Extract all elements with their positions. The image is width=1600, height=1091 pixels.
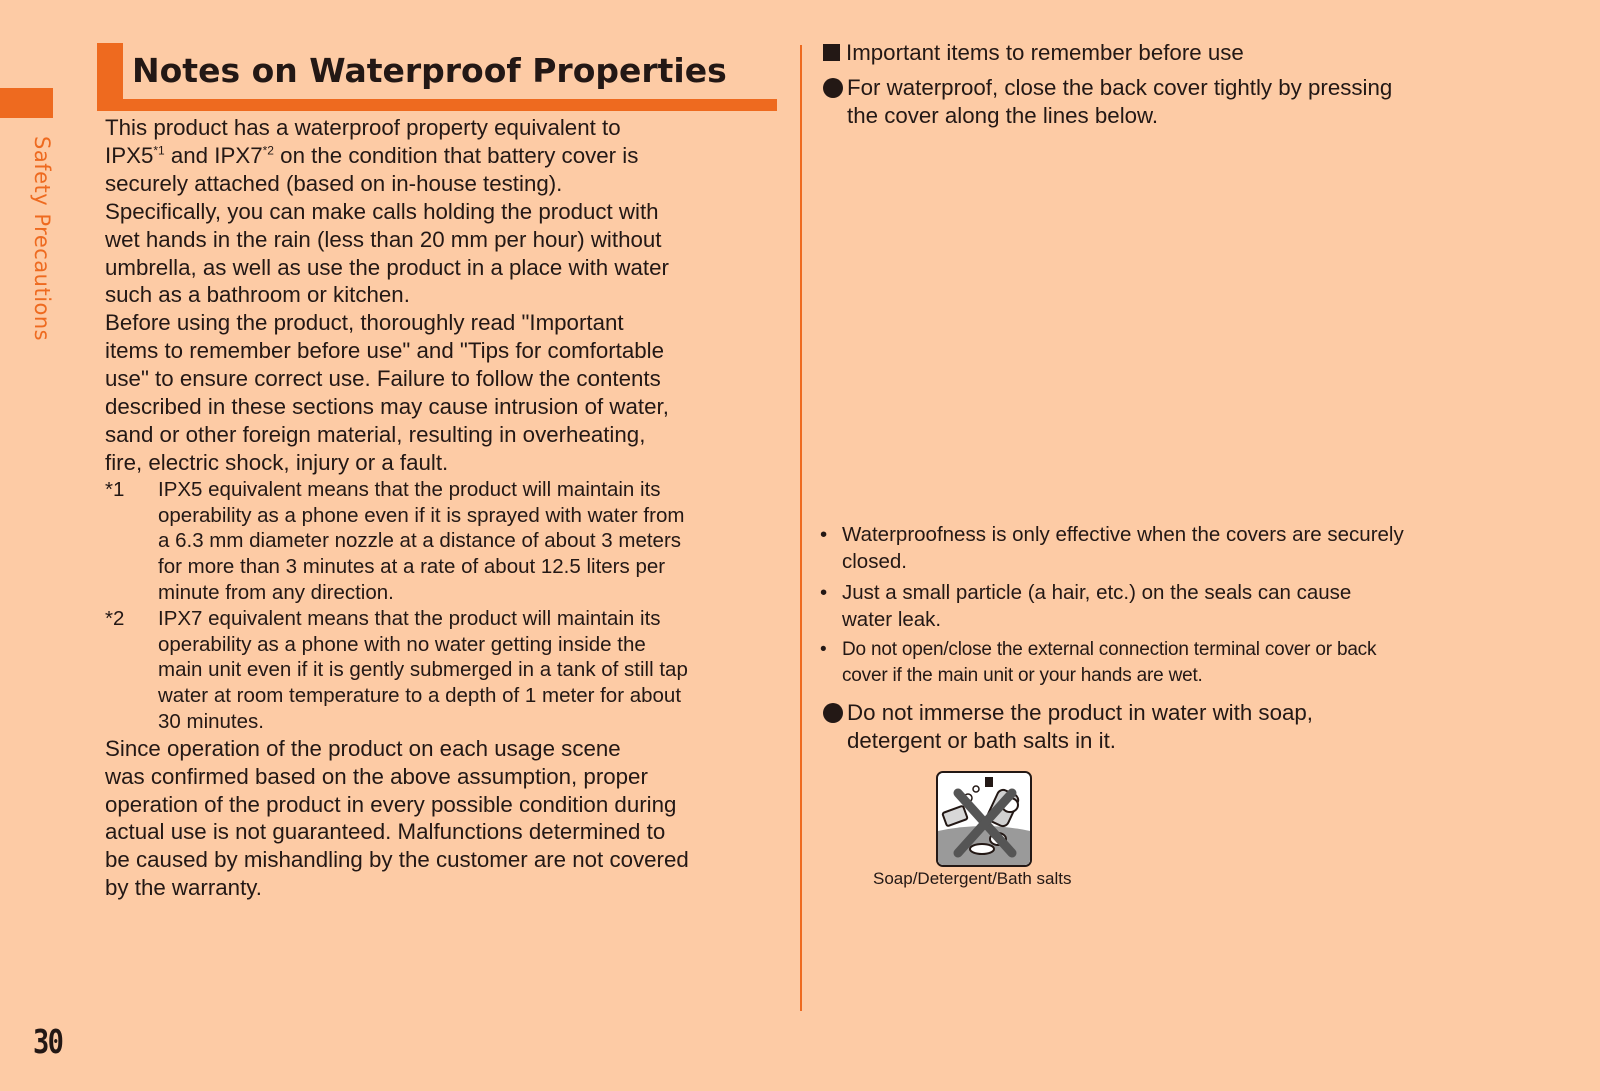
sub-bullet-list bbox=[820, 521, 1520, 689]
bullet-text: Do not immerse the product in water with soap, detergent or bath salts in it. bbox=[847, 700, 1313, 753]
sub-bullet-item bbox=[820, 521, 1520, 575]
warranty-paragraph: Since operation of the product on each usage scene was confirmed based on the above assumption, proper operation of the product in every possible condition during actual use is not guaranteed. Malfunctions determined to be caused by mishandling by the customer are not covered by the warranty. bbox=[105, 735, 689, 901]
sub-bullet-item bbox=[820, 579, 1520, 633]
sub-bullet-text: Just a small particle (a hair, etc.) on the seals can cause water leak. bbox=[842, 581, 1352, 631]
prohibition-pictogram bbox=[938, 773, 1030, 865]
sub-bullet-mark: • bbox=[820, 639, 827, 660]
section-heading-text: Important items to remember before use bbox=[846, 40, 1244, 65]
column-divider bbox=[800, 45, 802, 1011]
footnote bbox=[105, 606, 795, 735]
sub-bullet-item bbox=[820, 637, 1520, 689]
section-heading bbox=[823, 40, 1244, 66]
footnote-mark: *1 bbox=[105, 477, 125, 501]
sub-bullet-text: Do not open/close the external connection terminal cover or back cover if the main unit or your hands are wet. bbox=[842, 639, 1377, 686]
footnote-mark: *2 bbox=[105, 606, 125, 630]
intro-paragraph bbox=[105, 114, 795, 477]
sub-bullet-mark: • bbox=[820, 581, 828, 604]
footnote-text: IPX7 equivalent means that the product will maintain its operability as a phone with no water getting inside the main unit even if it is gently submerged in a tank of still tap water at room temperature to a depth of 1 meter for about 30 minutes. bbox=[158, 606, 688, 733]
heading-block bbox=[97, 43, 777, 111]
no-soap-detergent-bath-salts-icon bbox=[936, 771, 1032, 867]
square-bullet-icon bbox=[823, 44, 840, 61]
footnote-ref-2: *2 bbox=[262, 143, 274, 158]
intro-text-c: on the condition that battery cover is securely attached (based on in-house testing). Specifically, you can make calls holding the product with wet hands in the rain (less than 20 mm per hour) without umbrella, as well as use the product in a place with water such as a bathroom or kitchen. Before using the product, thoroughly read "Important items to remember before use" and "Tips for comfortable use" to ensure correct use. Failure to follow the contents described in these sections may cause intrusion of water, sand or other foreign material, resulting in overheating, fire, electric shock, injury or a fault. bbox=[105, 142, 669, 475]
sub-bullet-text: Waterproofness is only effective when the covers are securely closed. bbox=[842, 523, 1404, 573]
footnote bbox=[105, 477, 795, 606]
footnote-ref-1: *1 bbox=[153, 143, 165, 158]
bullet-dot-icon bbox=[823, 703, 843, 723]
intro-text-b: and IPX7 bbox=[164, 142, 263, 168]
page-number: 30 bbox=[33, 1022, 63, 1061]
bullet-dot-icon bbox=[823, 78, 843, 98]
section-tab-marker bbox=[0, 88, 53, 118]
bullet-text: For waterproof, close the back cover tightly by pressing the cover along the lines below. bbox=[847, 75, 1393, 128]
bullet-item bbox=[823, 699, 1313, 755]
footnote-text: IPX5 equivalent means that the product will maintain its operability as a phone even if it is sprayed with water from a 6.3 mm diameter nozzle at a distance of about 3 meters for more than 3 minutes at a rate of about 12.5 liters per minute from any direction. bbox=[158, 477, 685, 604]
sub-bullet-mark: • bbox=[820, 523, 828, 546]
page-title: Notes on Waterproof Properties bbox=[132, 51, 727, 90]
left-column bbox=[105, 114, 795, 902]
icon-caption: Soap/Detergent/Bath salts bbox=[873, 869, 1072, 888]
intro-text-a: This product has a waterproof property equivalent to IPX5 bbox=[105, 115, 621, 168]
heading-underline bbox=[97, 99, 777, 111]
bullet-item bbox=[823, 74, 1392, 130]
section-label: Safety Precautions bbox=[30, 136, 54, 342]
